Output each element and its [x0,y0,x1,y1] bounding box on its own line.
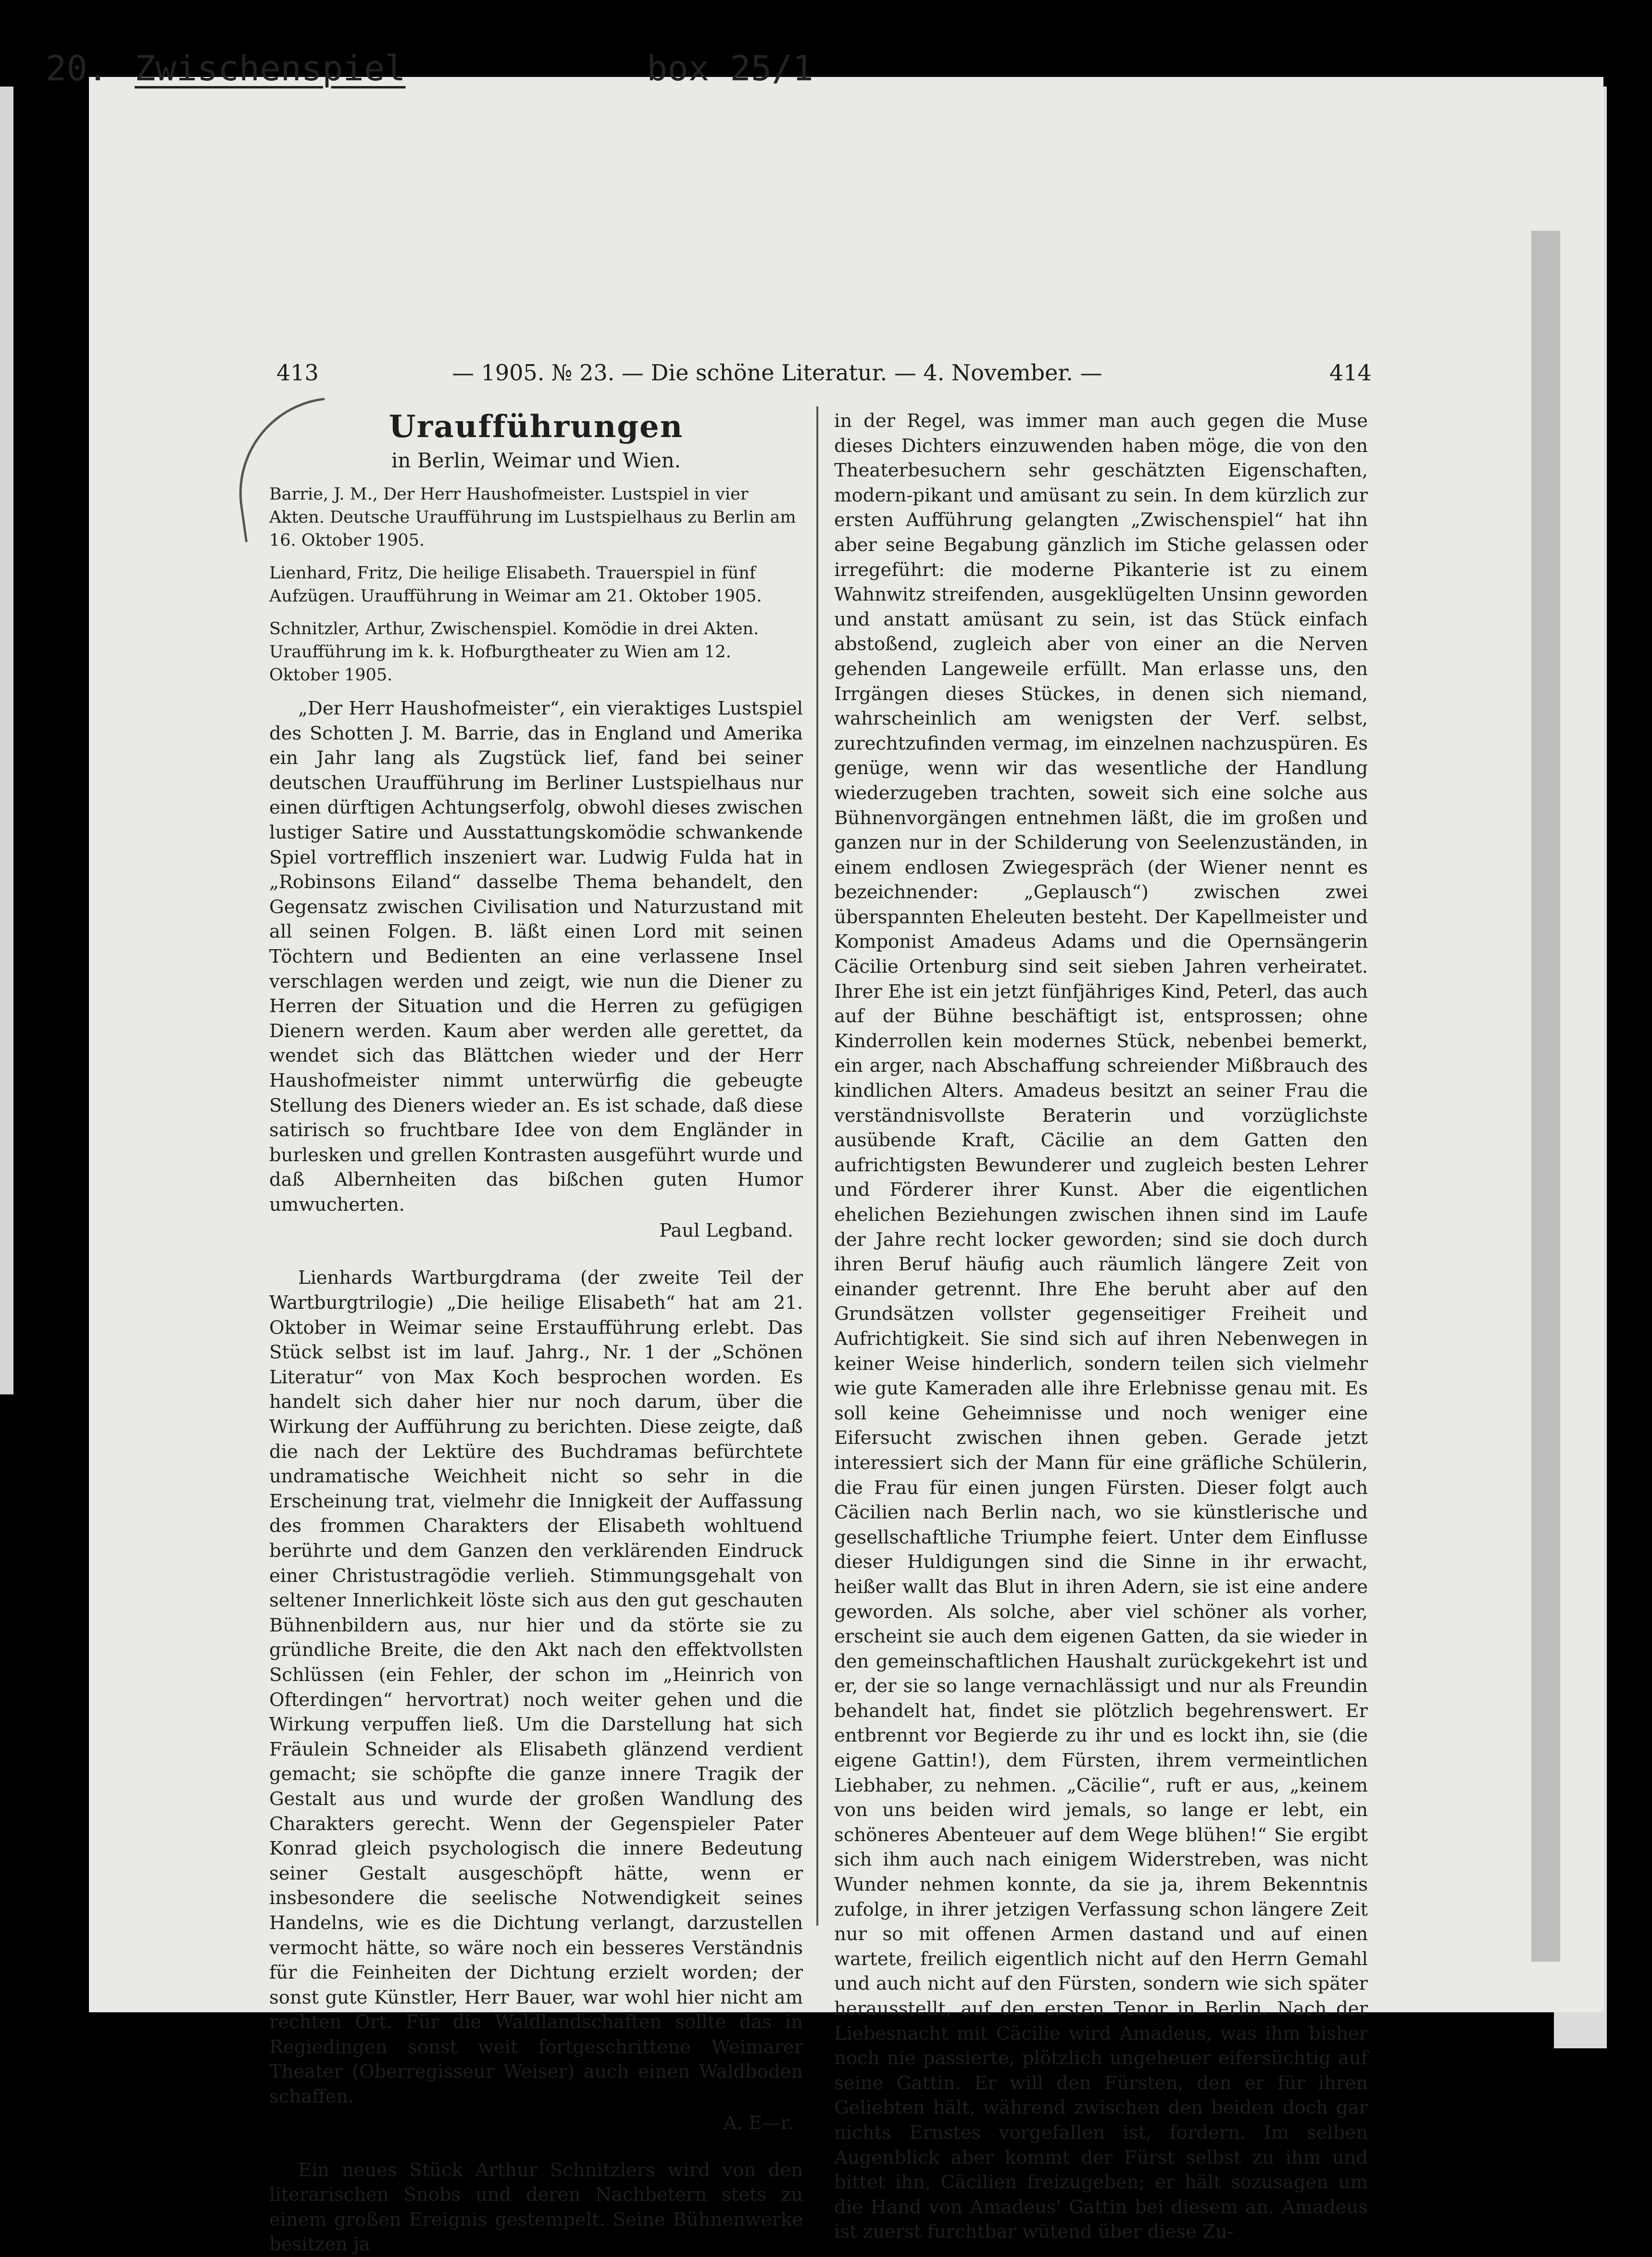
page-number-right: 414 [1329,360,1372,386]
page-number-left: 413 [276,360,319,386]
section-subtitle: in Berlin, Weimar und Wien. [391,449,681,472]
review-barrie: „Der Herr Haushofmeister“, ein vieraktiges Lustspiel des Schotten J. M. Barrie, das in England und Amerika ein Jahr lang als Zugstück lief, fand bei seiner deutschen Uraufführung im Berliner Lustspielhaus nur einen dürftigen Achtungserfolg, obwohl dieses zwischen lustiger Satire und Ausstattungskomödie schwankende Spiel vortrefflich inszeniert war. Ludwig Fulda hat in „Robinsons Eiland“ dasselbe Thema behandelt, den Gegensatz zwischen Civilisation und Naturzustand mit all seinen Folgen. B. läßt einen Lord mit seinen Töchtern und Bedienten an eine verlassene Insel verschlagen werden und zeigt, wie nun die Diener zu Herren der Situation und die Herren zu gefügigen Dienern werden. Kaum aber werden alle gerettet, da wendet sich das Blättchen wieder und der Herr Haushofmeister nimmt unterwürfig die gebeugte Stellung des Dieners wieder an. Es ist schade, daß diese satirisch so fruchtbare Idee von dem Engländer in burlesken und grellen Kontrasten ausgeführt wurde und daß Albernheiten das bißchen guten Humor umwucherten. [269,698,803,1216]
entry-schnitzler: Schnitzler, Arthur, Zwischenspiel. Komödie in drei Akten. Uraufführung im k. k. Hofburgtheater zu Wien am 12. Oktober 1905. [269,619,759,685]
review-lienhard: Lienhards Wartburgdrama (der zweite Teil der Wartburgtrilogie) „Die heilige Elisabeth“ hat am 21. Oktober in Weimar seine Erstaufführung erlebt. Das Stück selbst ist im lauf. Jahrg., Nr. 1 der „Schönen Literatur“ von Max Koch besprochen worden. Es handelt sich daher hier nur noch darum, über die Wirkung der Aufführung zu berichten. Diese zeigte, daß die nach der Lektüre des Buchdramas befürchtete undramatische Weichheit nicht so sehr in die Erscheinung trat, vielmehr die Innigkeit der Auffassung des frommen Charakters der Elisabeth wohltuend berührte und dem Ganzen den verklärenden Eindruck einer Christustragödie verlieh. Stimmungsgehalt von seltener Innerlichkeit löste sich aus den gut geschauten Bühnenbildern aus, nur hier und da störte sie zu gründliche Breite, die den Akt nach den effektvollsten Schlüssen (ein Fehler, der schon im „Heinrich von Ofterdingen“ hervortrat) noch weiter gehen und die Wirkung verpuffen ließ. Um die Darstellung hat sich Fräulein Schneider als Elisabeth glänzend verdient gemacht; sie schöpfte die ganze innere Tragik der Gestalt aus und wurde der großen Wandlung des Charakters gerecht. Wenn der Gegenspieler Pater Konrad gleich psychologisch die innere Bedeutung seiner Gestalt ausgeschöpft hätte, wenn er insbesondere die seelische Notwendigkeit seines Handelns, wie es die Dichtung verlangt, darzustellen vermocht hätte, so wäre noch ein besseres Verständnis für die Feinheiten der Dichtung erzielt worden; der sonst gute Künstler, Herr Bauer, war wohl hier nicht am rechten Ort. Für die Waldlandschaften sollte das in Regiedingen sonst weit fortgeschrittene Weimarer Theater (Oberregisseur Weiser) auch einen Waldboden schaffen. [269,1267,803,2108]
signature-legband: Paul Legband. [659,1220,793,1242]
right-column [834,409,1368,2244]
review-schnitzler-continued: in der Regel, was immer man auch gegen die Muse dieses Dichters einzuwenden haben möge, die von den Theaterbesuchern sehr geschätzten Eigenschaften, modern-pikant und amüsant zu sein. In dem kürzlich zur ersten Aufführung gelangten „Zwischenspiel“ hat ihn aber seine Begabung gänzlich im Stiche gelassen oder irregeführt: die moderne Pikanterie ist zu einem Wahnwitz streifenden, ausgeklügelten Unsinn geworden und anstatt amüsant zu sein, ist das Stück einfach abstoßend, zugleich aber von einer an die Nerven gehenden Langeweile erfüllt. Man erlasse uns, den Irrgängen dieses Stückes, in denen sich niemand, wahrscheinlich am wenigsten der Verf. selbst, zurechtzufinden vermag, im einzelnen nachzuspüren. Es genüge, wenn wir das wesentliche der Handlung wiederzugeben trachten, soweit sich eine solche aus Bühnenvorgängen entnehmen läßt, die im großen und ganzen nur in der Schilderung von Seelenzuständen, in einem endlosen Zwiegespräch (der Wiener nennt es bezeichnender: „Geplausch“) zwischen zwei überspannten Eheleuten besteht. Der Kapellmeister und Komponist Amadeus Adams und die Opernsängerin Cäcilie Ortenburg sind seit sieben Jahren verheiratet. Ihrer Ehe ist ein jetzt fünfjähriges Kind, Peterl, das auch auf der Bühne beschäftigt ist, entsprossen; ohne Kinderrollen kein modernes Stück, nebenbei bemerkt, ein arger, nach Abschaffung schreiender Mißbrauch des kindlichen Alters. Amadeus besitzt an seiner Frau die verständnisvollste Beraterin und vorzüglichste ausübende Kraft, Cäcilie an dem Gatten den aufrichtigsten Bewunderer und zugleich besten Lehrer und Förderer ihrer Kunst. Aber die eigentlichen ehelichen Beziehungen zwischen ihnen sind im Laufe der Jahre recht locker geworden; sind sie doch durch ihren Beruf häufig auch räumlich längere Zeit von einander getrennt. Ihre Ehe beruht aber auf den Grundsätzen vollster gegenseitiger Freiheit und Aufrichtigkeit. Sie sind sich auf ihren Nebenwegen in keiner Weise hinderlich, sondern teilen sich vielmehr wie gute Kameraden alle ihre Erlebnisse genau mit. Es soll keine Geheimnisse und noch weniger eine Eifersucht zwischen ihnen geben. Gerade jetzt interessiert sich der Mann für eine gräfliche Schülerin, die Frau für einen jungen Fürsten. Dieser folgt auch Cäcilien nach Berlin nach, wo sie künstlerische und gesellschaftliche Triumphe feiert. Unter dem Einflusse dieser Huldigungen sind die Sinne in ihr erwacht, heißer wallt das Blut in ihren Adern, sie ist eine andere geworden. Als solche, aber viel schöner als vorher, erscheint sie auch dem eigenen Gatten, da sie wieder in den gemeinschaftlichen Haushalt zurückgekehrt ist und er, der sie so lange vernachlässigt und nur als Freundin behandelt hat, findet sie plötzlich begehrenswert. Er entbrennt vor Begierde zu ihr und es lockt ihn, sie (die eigene Gattin!), dem Fürsten, ihrem vermeintlichen Liebhaber, zu nehmen. „Cäcilie“, ruft er aus, „keinem von uns beiden wird jemals, so lange er lebt, ein schöneres Abenteuer auf dem Wege blühen!“ Sie ergibt sich ihm auch nach einigem Widerstreben, was nicht Wunder nehmen konnte, da sie ja, ihrem Bekenntnis zufolge, in ihrer jetzigen Verfassung schon längere Zeit nur so mit offenen Armen dastand und auf einen wartete, freilich eigentlich nicht auf den Herrn Gemahl und auch nicht auf den Fürsten, sondern wie sich später herausstellt, auf den ersten Tenor in Berlin. Nach der Liebesnacht mit Cäcilie wird Amadeus, was ihm bisher noch nie passierte, plötzlich ungeheuer eifersüchtig auf seine Gattin. Er will den Fürsten, den er für ihren Geliebten hält, während zwischen den beiden doch gar nichts Ernstes vorgefallen ist, fordern. Im selben Augenblick aber kommt der Fürst selbst zu ihm und bittet ihn, Cäcilien freizugeben; er hält sozusagen um die Hand von Amadeus' Gattin bei diesem an. Amadeus ist zuerst furchtbar wütend über diese Zu- [834,410,1368,2243]
folder-number: 20. [46,48,109,88]
page-shadow [1531,231,1560,1962]
folder-title: Zwischenspiel [135,48,406,88]
entry-lienhard: Lienhard, Fritz, Die heilige Elisabeth. Trauerspiel in fünf Aufzügen. Uraufführung in Weimar am 21. Oktober 1905. [269,564,762,606]
review-schnitzler-start: Ein neues Stück Arthur Schnitzlers wird von den literarischen Snobs und deren Nachbetern stets zu einem großen Ereignis gestempelt. Seine Bühnenwerke besitzen ja [269,2159,803,2256]
signature-ae: A. E—r. [723,2112,793,2134]
left-column [269,409,803,2257]
box-number: box 25/1 [647,48,813,88]
column-rule [816,406,818,1926]
running-header [183,360,1375,389]
adjacent-sheet-strip [0,87,13,1394]
entry-barrie: Barrie, J. M., Der Herr Haushofmeister. Lustspiel in vier Akten. Deutsche Uraufführung im Lustspielhaus zu Berlin am 16. Oktober 1905. [269,485,796,550]
running-title: — 1905. № 23. — Die schöne Literatur. — 4. November. — [452,360,1102,386]
section-title: Uraufführungen [388,409,684,445]
